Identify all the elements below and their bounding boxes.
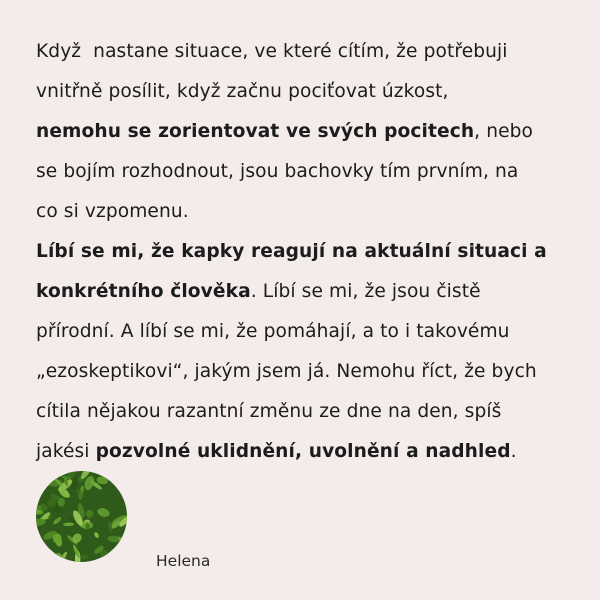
testimonial-line (36, 432, 576, 472)
highlighted-text: Líbí se mi, že kapky reagují na aktuální situaci a (36, 241, 547, 262)
testimonial-line (36, 352, 576, 392)
testimonial-line (36, 232, 576, 272)
plant-photo-icon (36, 471, 127, 562)
highlighted-text: konkrétního člověka (36, 281, 251, 302)
testimonial-line (36, 72, 576, 112)
testimonial-line (36, 32, 576, 72)
testimonial-text (36, 32, 576, 472)
text-segment: „ezoskeptikovi“, jakým jsem já. Nemohu říct, že bych (36, 361, 537, 382)
testimonial-line (36, 312, 576, 352)
text-segment: . Líbí se mi, že jsou čistě (250, 281, 481, 302)
highlighted-text: nemohu se zorientovat ve svých pocitech (36, 121, 475, 142)
author-photo (36, 471, 127, 562)
testimonial-line (36, 152, 576, 192)
author-name: Helena (156, 552, 211, 570)
text-segment: přírodní. A líbí se mi, že pomáhají, a to i takovému (36, 321, 510, 342)
text-segment: vnitřně posílit, když začnu pociťovat úzkost, (36, 81, 449, 102)
text-segment: co si vzpomenu. (36, 201, 189, 222)
text-segment: , nebo (474, 121, 533, 142)
testimonial-line (36, 192, 576, 232)
highlighted-text: pozvolné uklidnění, uvolnění a nadhled (95, 441, 511, 462)
text-segment: se bojím rozhodnout, jsou bachovky tím prvním, na (36, 161, 519, 182)
testimonial-line (36, 112, 576, 152)
text-segment: cítila nějakou razantní změnu ze dne na den, spíš (36, 401, 502, 422)
text-segment: jakési (36, 441, 96, 462)
testimonial-line (36, 272, 576, 312)
text-segment: . (510, 441, 517, 462)
text-segment: Když nastane situace, ve které cítím, že potřebuji (36, 41, 508, 62)
testimonial-line (36, 392, 576, 432)
